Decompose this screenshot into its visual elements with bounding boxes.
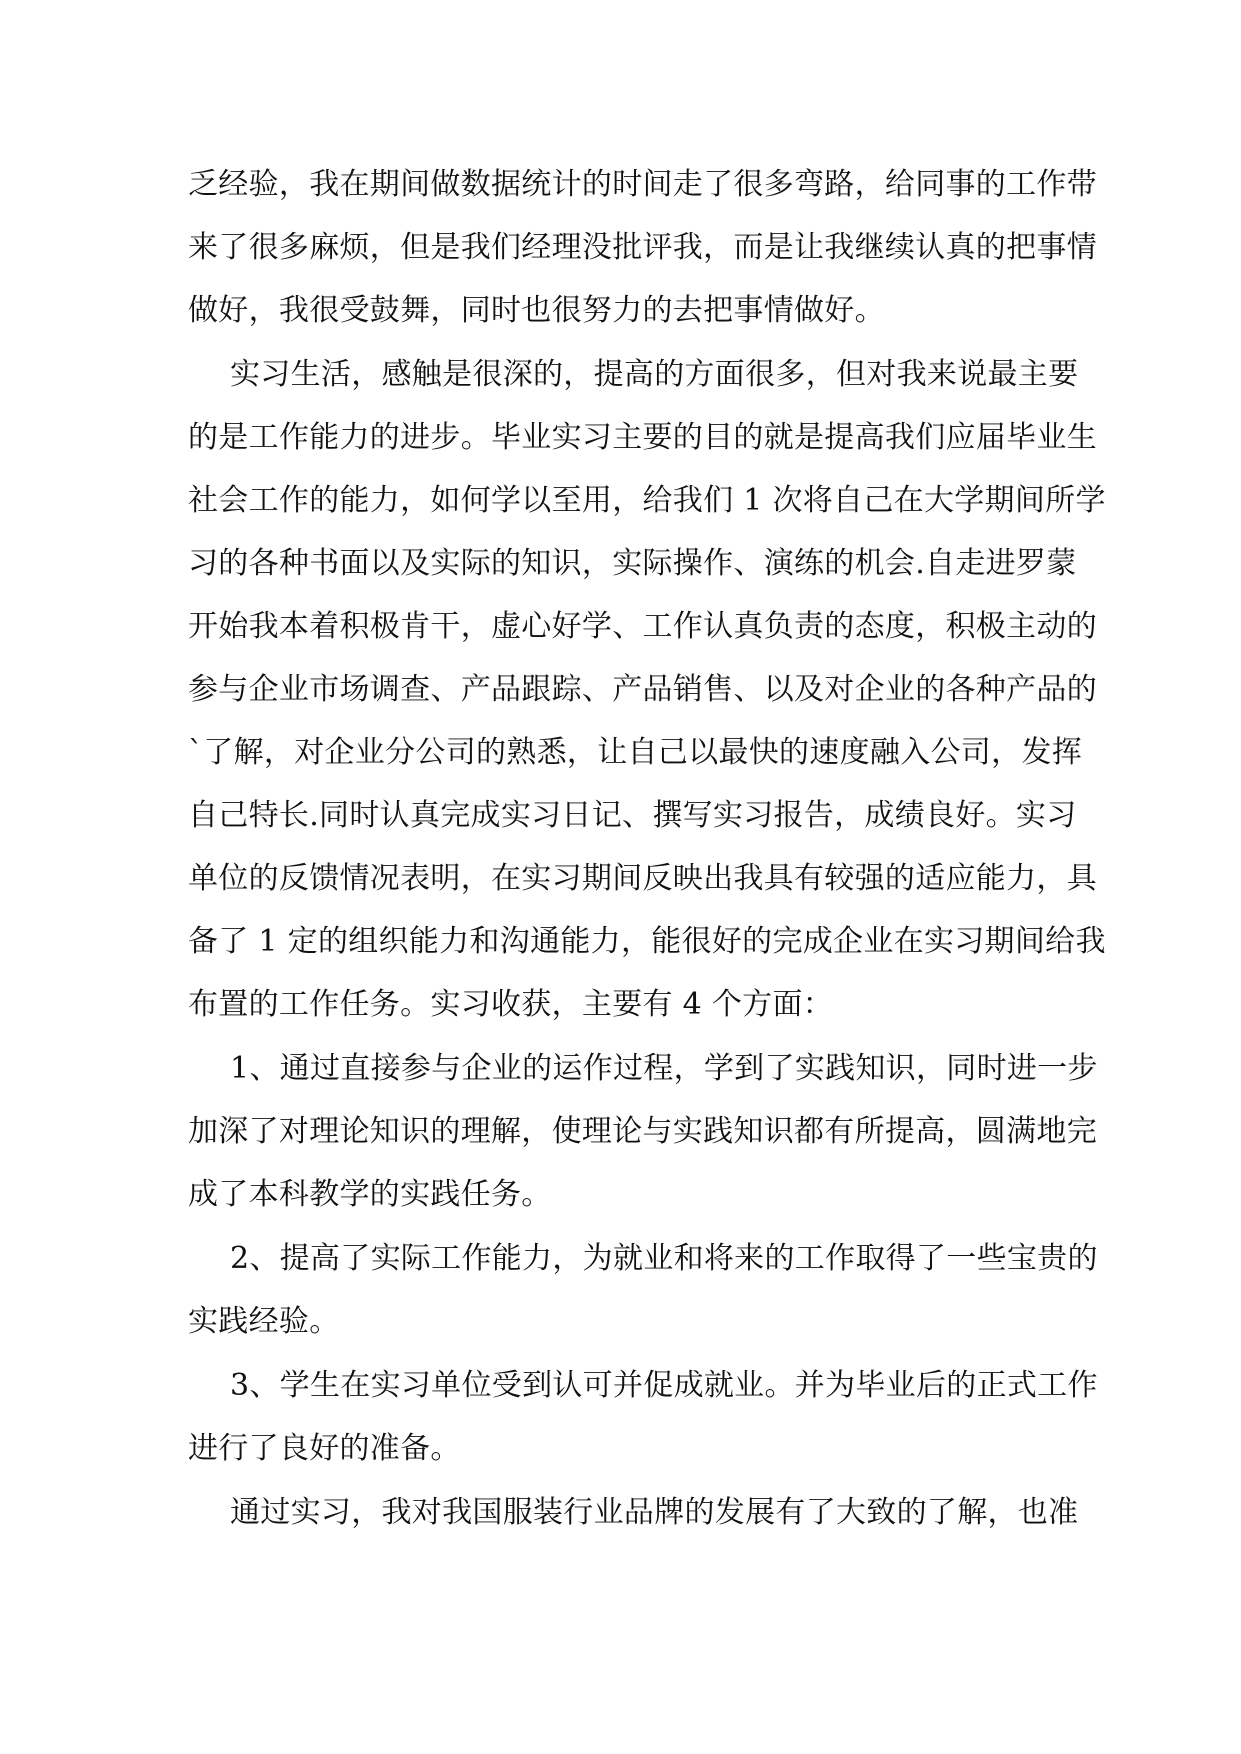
text-line-21: 进行了良好的准备。 (188, 1431, 461, 1466)
text-line-22: 通过实习，我对我国服装行业品牌的发展有了大致的了解，也准 (230, 1495, 1079, 1530)
text-line-16: 加深了对理论知识的理解，使理论与实践知识都有所提高，圆满地完 (188, 1114, 1097, 1149)
text-line-3: 做好，我很受鼓舞，同时也很努力的去把事情做好。 (188, 293, 885, 328)
text-line-9: 参与企业市场调查、产品跟踪、产品销售、以及对企业的各种产品的 (188, 672, 1097, 707)
text-line-12: 单位的反馈情况表明，在实习期间反映出我具有较强的适应能力，具 (188, 861, 1097, 896)
text-line-11: 自己特长.同时认真完成实习日记、撰写实习报告，成绩良好。实习 (188, 798, 1077, 833)
text-line-1: 乏经验，我在期间做数据统计的时间走了很多弯路，给同事的工作带 (188, 167, 1097, 202)
text-line-7: 习的各种书面以及实际的知识，实际操作、演练的机会.自走进罗蒙 (188, 546, 1077, 581)
text-line-19: 实践经验。 (188, 1304, 340, 1339)
text-line-5: 的是工作能力的进步。毕业实习主要的目的就是提高我们应届毕业生 (188, 420, 1097, 455)
text-line-14: 布置的工作任务。实习收获，主要有 4 个方面： (188, 987, 834, 1022)
text-line-18: 2、提高了实际工作能力，为就业和将来的工作取得了一些宝贵的 (230, 1241, 1098, 1276)
text-line-17: 成了本科教学的实践任务。 (188, 1177, 552, 1212)
text-line-8: 开始我本着积极肯干，虚心好学、工作认真负责的态度，积极主动的 (188, 609, 1097, 644)
text-line-6: 社会工作的能力，如何学以至用，给我们 1 次将自己在大学期间所学 (188, 483, 1106, 518)
text-line-2: 来了很多麻烦，但是我们经理没批评我，而是让我继续认真的把事情 (188, 230, 1097, 265)
text-line-13: 备了 1 定的组织能力和沟通能力，能很好的完成企业在实习期间给我 (188, 924, 1106, 959)
text-line-15: 1、通过直接参与企业的运作过程，学到了实践知识，同时进一步 (230, 1051, 1098, 1086)
text-line-4: 实习生活，感触是很深的，提高的方面很多，但对我来说最主要 (230, 357, 1079, 392)
text-line-10: `了解，对企业分公司的熟悉，让自己以最快的速度融入公司，发挥 (188, 735, 1082, 770)
text-line-20: 3、学生在实习单位受到认可并促成就业。并为毕业后的正式工作 (230, 1368, 1098, 1403)
